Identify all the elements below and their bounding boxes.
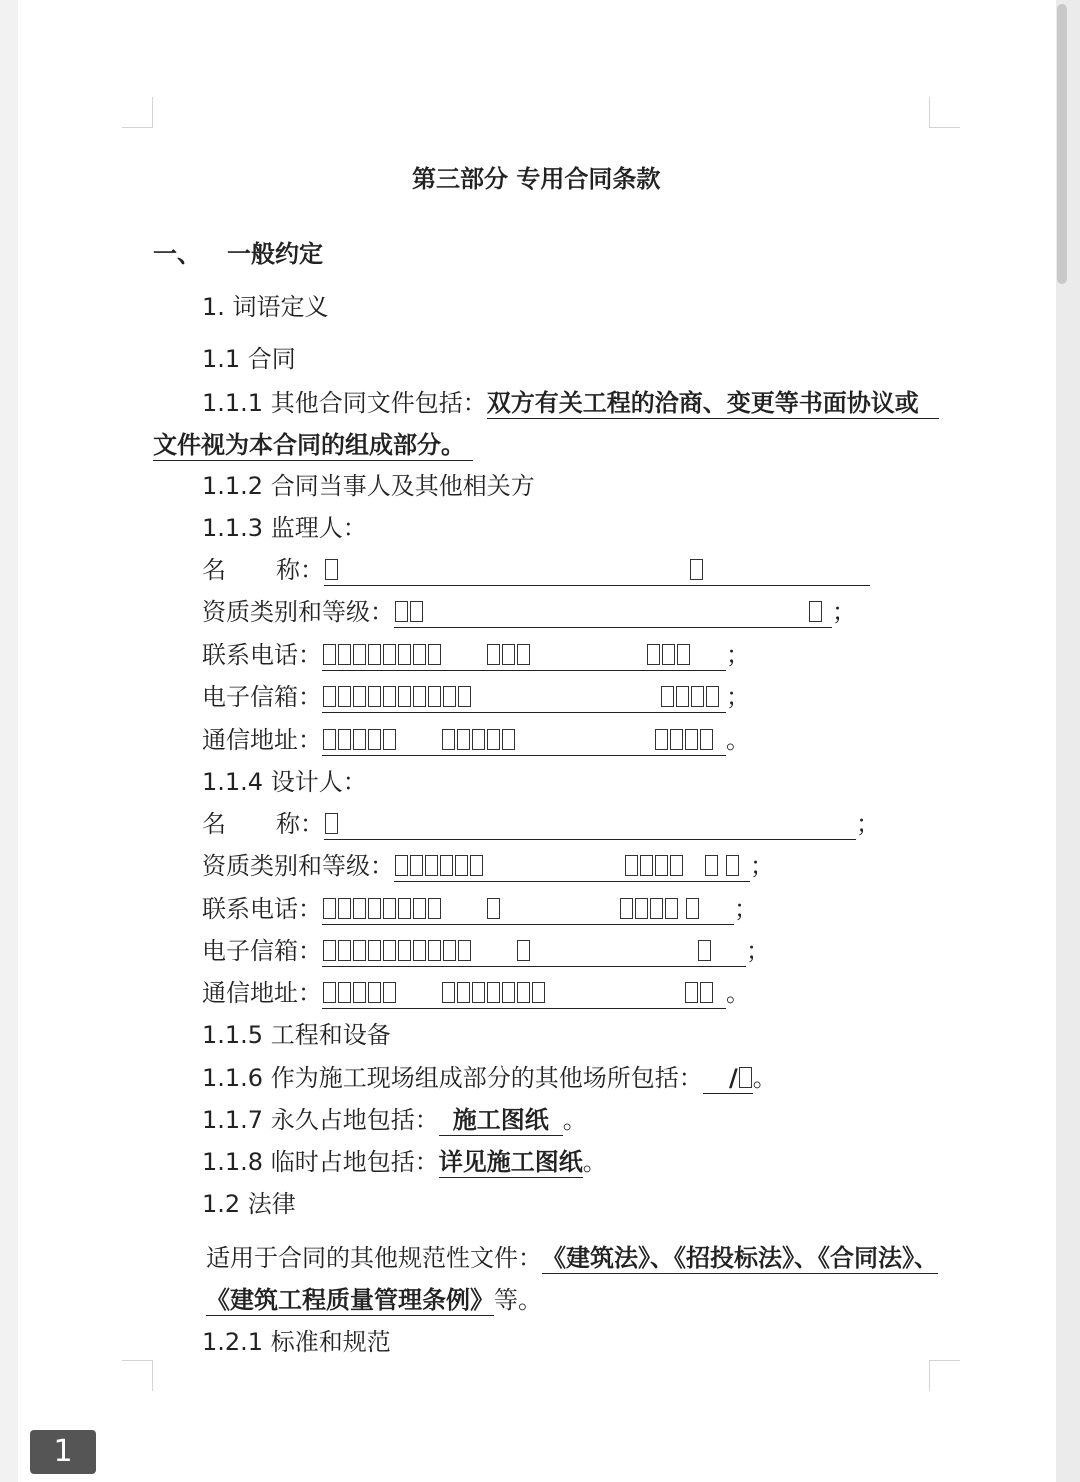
designer-email-row [202, 934, 770, 968]
clause-1-1-1-value-line2: 文件视为本合同的组成部分。 [153, 430, 473, 461]
designer-email-field [322, 936, 746, 967]
clause-1: 1. 词语定义 [202, 293, 329, 321]
section-heading-text: 一般约定 [227, 240, 323, 268]
clause-1-1-6-label: 1.1.6 作为施工现场组成部分的其他场所包括： [202, 1064, 703, 1092]
supervisor-name-field [324, 555, 870, 586]
semicolon: ； [726, 641, 750, 669]
supervisor-email-field [322, 682, 726, 713]
supervisor-phone-row [202, 638, 750, 672]
phone-label: 联系电话： [202, 641, 322, 669]
clause-1-1-1-value-line1: 双方有关工程的洽商、变更等书面协议或 [487, 388, 939, 419]
period: 。 [726, 979, 750, 1007]
clause-1-1-1-label: 1.1.1 其他合同文件包括： [202, 389, 487, 417]
clause-1-1-2: 1.1.2 合同当事人及其他相关方 [202, 472, 535, 500]
semicolon: ； [832, 598, 856, 626]
laws-value-line1: 《建筑法》、《招投标法》、《合同法》、 [542, 1244, 938, 1272]
clause-1-1-3: 1.1.3 监理人： [202, 514, 367, 542]
semicolon: ； [856, 810, 880, 838]
period: 。 [562, 1106, 587, 1134]
semicolon: ； [726, 683, 750, 711]
supervisor-qual-row [202, 595, 856, 629]
section-number: 一、 [153, 240, 201, 268]
margin-mark-bottom-right [929, 1360, 960, 1391]
clause-1-2-laws [206, 1241, 938, 1275]
clause-1-1-6 [202, 1061, 777, 1095]
clause-1-1-1 [202, 386, 939, 420]
designer-qual-row [202, 849, 774, 883]
designer-qual-field [394, 851, 750, 882]
period: 。 [582, 1148, 607, 1176]
semicolon: ； [750, 852, 774, 880]
clause-1-2-1: 1.2.1 标准和规范 [202, 1328, 391, 1356]
address-label: 通信地址： [202, 726, 322, 754]
clause-1-2: 1.2 法律 [202, 1190, 296, 1218]
clause-1-1: 1.1 合同 [202, 345, 296, 373]
clause-1-1-8-label: 1.1.8 临时占地包括： [202, 1148, 439, 1176]
clause-1-1-7-label: 1.1.7 永久占地包括： [202, 1106, 439, 1134]
supervisor-address-field [322, 725, 726, 756]
designer-address-row [202, 976, 750, 1010]
supervisor-phone-field [322, 640, 726, 671]
designer-name-field [324, 809, 856, 840]
name-label-a: 名 [202, 810, 226, 838]
qual-label: 资质类别和等级： [202, 598, 394, 626]
clause-1-1-1-cont [153, 428, 473, 462]
supervisor-address-row [202, 723, 750, 757]
laws-label: 适用于合同的其他规范性文件： [206, 1244, 542, 1272]
clause-1-1-7 [202, 1103, 587, 1137]
clause-1-1-8 [202, 1145, 607, 1179]
address-label: 通信地址： [202, 979, 322, 1007]
designer-address-field [322, 978, 726, 1009]
clause-1-1-8-value: 详见施工图纸 [438, 1148, 583, 1176]
qual-label: 资质类别和等级： [202, 852, 394, 880]
slash-value: / [728, 1064, 738, 1092]
laws-tail: 等。 [494, 1286, 542, 1314]
designer-phone-field [322, 894, 734, 925]
designer-name-row [202, 807, 880, 841]
supervisor-name-row [202, 553, 870, 587]
margin-mark-top-right [929, 97, 960, 128]
margin-mark-top-left [122, 97, 153, 128]
name-label-b: 称： [276, 810, 324, 838]
email-label: 电子信箱： [202, 683, 322, 711]
supervisor-qual-field [394, 597, 832, 628]
page-number-indicator: 1 [30, 1430, 96, 1474]
scrollbar-thumb[interactable] [1057, 4, 1067, 284]
designer-phone-row [202, 892, 758, 926]
semicolon: ； [734, 895, 758, 923]
period: 。 [726, 726, 750, 754]
document-title: 第三部分 专用合同条款 [412, 165, 661, 193]
clause-1-1-5: 1.1.5 工程和设备 [202, 1021, 391, 1049]
email-label: 电子信箱： [202, 937, 322, 965]
semicolon: ； [746, 937, 770, 965]
margin-mark-bottom-left [122, 1360, 153, 1391]
clause-1-1-6-value [703, 1063, 753, 1094]
name-label-b: 称： [276, 556, 324, 584]
name-label-a: 名 [202, 556, 226, 584]
period: 。 [752, 1064, 777, 1092]
clause-1-1-7-value: 施工图纸 [439, 1105, 563, 1136]
clause-1-2-laws-cont [206, 1283, 542, 1317]
phone-label: 联系电话： [202, 895, 322, 923]
supervisor-email-row [202, 680, 750, 714]
section-heading [153, 237, 323, 271]
clause-1-1-4: 1.1.4 设计人： [202, 768, 367, 796]
laws-value-line2: 《建筑工程质量管理条例》 [206, 1286, 494, 1314]
